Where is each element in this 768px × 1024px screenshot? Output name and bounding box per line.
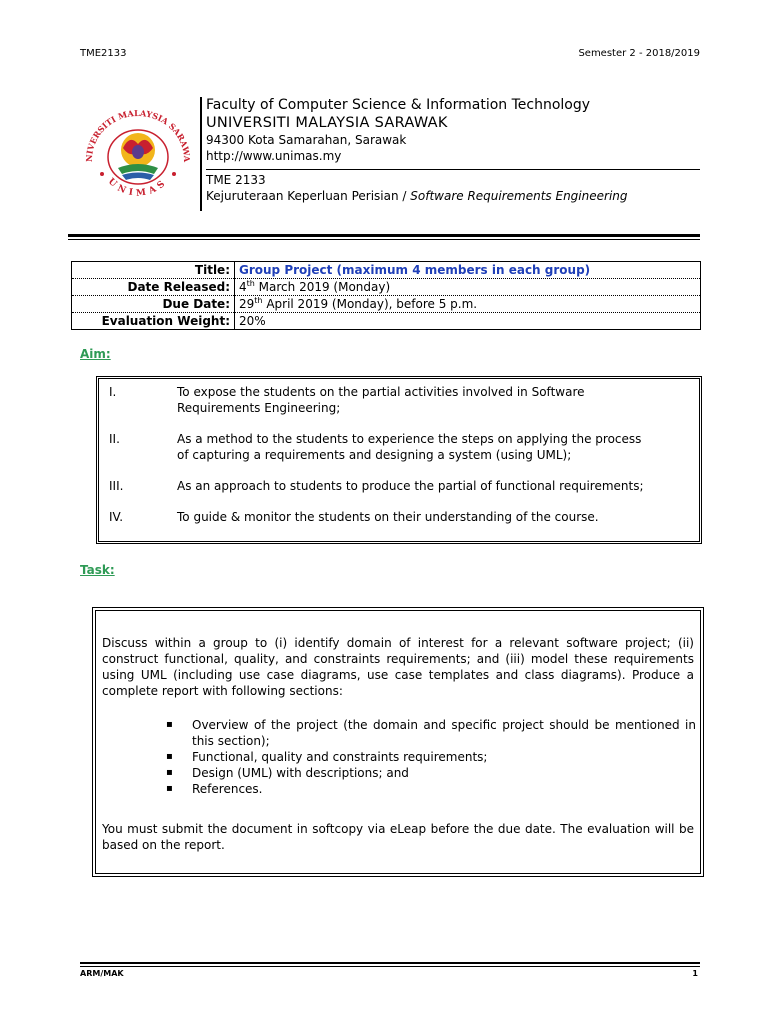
released-day: 4 bbox=[239, 280, 247, 294]
title-label: Title: bbox=[72, 262, 235, 279]
footer-thin-rule bbox=[80, 966, 700, 967]
assignment-info-table bbox=[71, 261, 701, 330]
page-number: 1 bbox=[692, 969, 698, 978]
logo-ring-text: NIVERSITI MALAYSIA SARAWA bbox=[83, 107, 193, 163]
header-thick-rule bbox=[68, 234, 700, 237]
footer-initials: ARM/MAK bbox=[80, 969, 124, 978]
header-thin-rule bbox=[68, 239, 700, 240]
section-text: Design (UML) with descriptions; and bbox=[192, 766, 409, 780]
aim-heading: Aim: bbox=[80, 347, 111, 361]
letterhead-divider bbox=[200, 97, 202, 211]
list-item bbox=[109, 431, 651, 463]
list-item bbox=[166, 781, 696, 797]
task-section-list bbox=[166, 717, 696, 797]
letterhead bbox=[206, 96, 700, 204]
course-name-english: Software Requirements Engineering bbox=[410, 189, 628, 203]
due-rest: April 2019 (Monday), before 5 p.m. bbox=[262, 297, 478, 311]
list-item bbox=[166, 765, 696, 781]
bullet-icon: ▪ bbox=[166, 751, 173, 762]
task-box bbox=[92, 607, 704, 877]
table-row bbox=[72, 262, 701, 279]
table-row bbox=[72, 313, 701, 330]
aim-text: To expose the students on the partial activities involved in Software Requirements Engineering; bbox=[177, 385, 585, 415]
table-row bbox=[72, 296, 701, 313]
bullet-icon: ▪ bbox=[166, 783, 173, 794]
university-name: UNIVERSITI MALAYSIA SARAWAK bbox=[206, 115, 448, 131]
bullet-icon: ▪ bbox=[166, 767, 173, 778]
aim-text: As an approach to students to produce the partial of functional requirements; bbox=[177, 479, 644, 493]
university-logo bbox=[78, 100, 198, 210]
task-closing: You must submit the document in softcopy via eLeap before the due date. The evaluation will be based on the report. bbox=[102, 822, 694, 852]
aim-number: I. bbox=[109, 385, 117, 399]
list-item bbox=[109, 478, 651, 494]
table-row bbox=[72, 279, 701, 296]
aim-number: IV. bbox=[109, 510, 124, 524]
faculty-name: Faculty of Computer Science & Information Technology bbox=[206, 97, 591, 113]
task-intro: Discuss within a group to (i) identify domain of interest for a relevant software project; (ii) construct functional, quality, and constraints requirements; and (iii) model these requirements using UML (including use case diagrams, use case templates and class diagrams). Produce a complete report with following sections: bbox=[102, 636, 694, 698]
running-header-course-code: TME2133 bbox=[80, 48, 127, 59]
due-value bbox=[235, 296, 701, 313]
section-text: Overview of the project (the domain and specific project should be mentioned in this section); bbox=[192, 718, 696, 748]
released-rest: March 2019 (Monday) bbox=[254, 280, 391, 294]
released-value bbox=[235, 279, 701, 296]
list-item bbox=[109, 384, 651, 416]
released-label: Date Released: bbox=[72, 279, 235, 296]
running-header-semester: Semester 2 - 2018/2019 bbox=[578, 48, 700, 59]
due-sup: th bbox=[254, 296, 263, 305]
course-name-malay: Kejuruteraan Keperluan Perisian / bbox=[206, 189, 411, 203]
footer-thick-rule bbox=[80, 962, 700, 964]
bullet-icon: ▪ bbox=[166, 719, 173, 730]
weight-value: 20% bbox=[235, 313, 701, 330]
list-item bbox=[166, 717, 696, 749]
logo-bottom-text: UNIMAS bbox=[105, 176, 171, 200]
aim-text: To guide & monitor the students on their understanding of the course. bbox=[177, 510, 599, 524]
letterhead-rule bbox=[206, 169, 700, 170]
aim-box bbox=[96, 376, 702, 544]
university-address: 94300 Kota Samarahan, Sarawak bbox=[206, 133, 407, 147]
section-text: References. bbox=[192, 782, 263, 796]
released-sup: th bbox=[246, 279, 255, 288]
svg-text:UNIMAS bbox=[106, 177, 170, 199]
list-item bbox=[166, 749, 696, 765]
task-heading: Task: bbox=[80, 563, 115, 577]
course-code: TME 2133 bbox=[206, 173, 266, 187]
due-day: 29 bbox=[239, 297, 255, 311]
aim-number: III. bbox=[109, 479, 124, 493]
list-item bbox=[109, 509, 651, 525]
aim-text: As a method to the students to experience the steps on applying the process of capturing a requirements and designing a system (using UML); bbox=[177, 432, 642, 462]
section-text: Functional, quality and constraints requirements; bbox=[192, 750, 488, 764]
due-label: Due Date: bbox=[72, 296, 235, 313]
title-value: Group Project (maximum 4 members in each group) bbox=[235, 262, 701, 279]
university-url: http://www.unimas.my bbox=[206, 149, 342, 163]
course-name bbox=[206, 188, 700, 204]
aim-number: II. bbox=[109, 432, 120, 446]
weight-label: Evaluation Weight: bbox=[72, 313, 235, 330]
